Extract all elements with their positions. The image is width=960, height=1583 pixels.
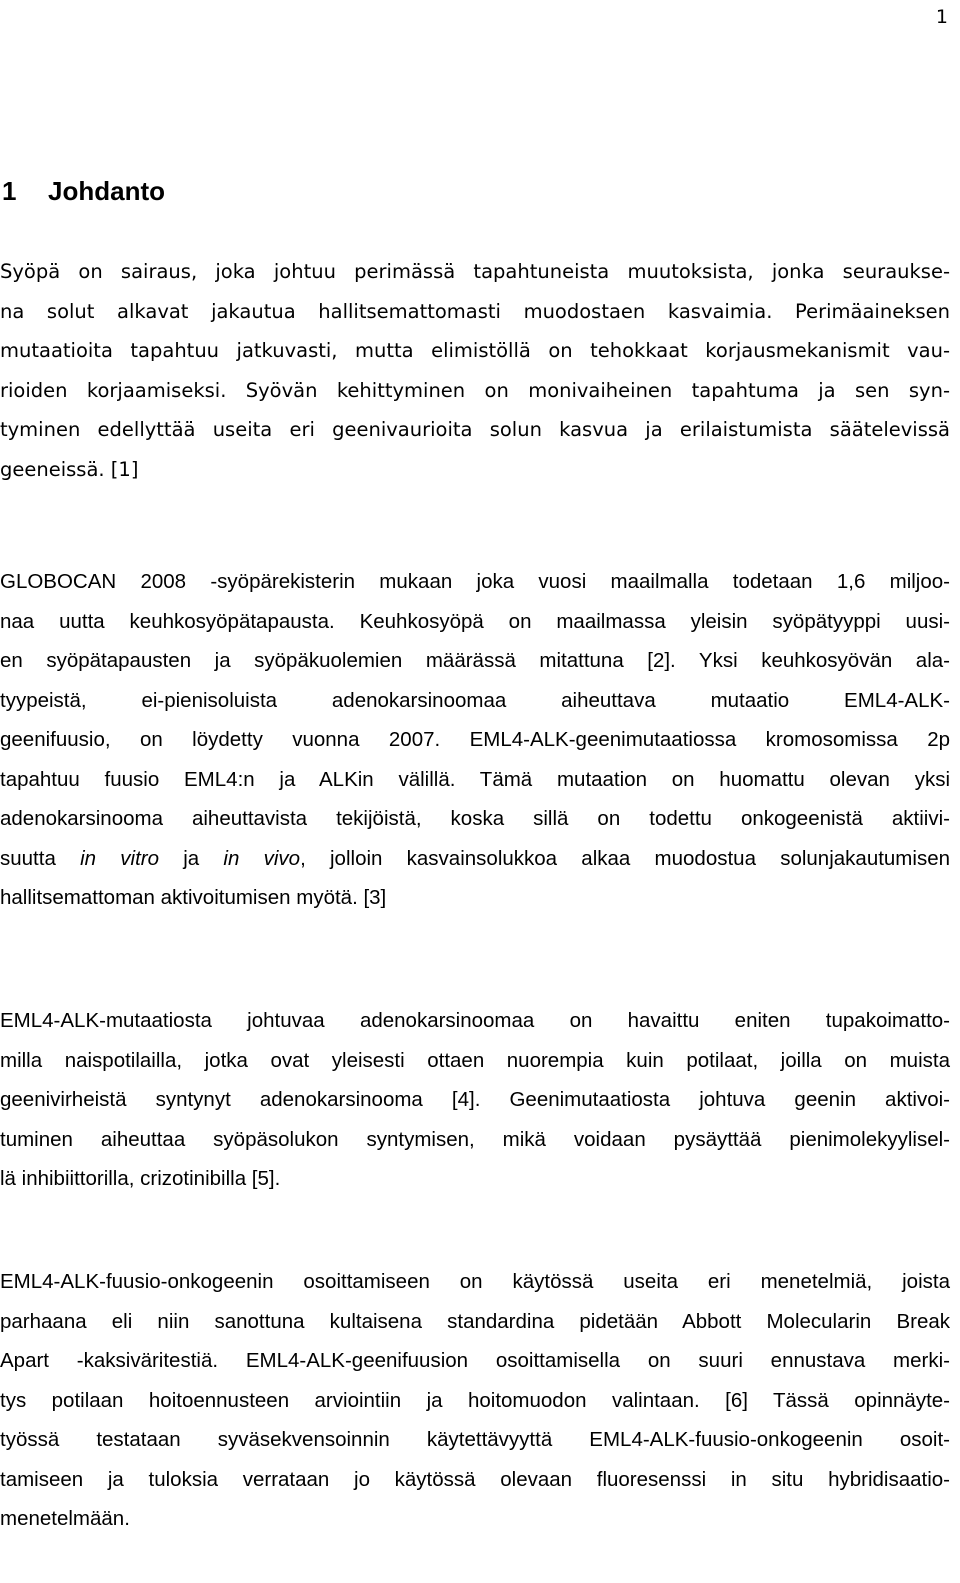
paragraph-line: milla naispotilailla, jotka ovat yleisesti ottaen nuorempia kuin potilaat, joilla on muista: [0, 1048, 950, 1072]
paragraph-line: mutaatioita tapahtuu jatkuvasti, mutta elimistöllä on tehokkaat korjausmekanismit vau-: [0, 339, 950, 362]
section-title: Johdanto: [48, 176, 165, 206]
paragraph-line: en syöpätapausten ja syöpäkuolemien määrässä mitattuna [2]. Yksi keuhkosyövän ala-: [0, 649, 950, 672]
line-text: suutta: [0, 846, 81, 870]
paragraph-line: rioiden korjaamiseksi. Syövän kehittyminen on monivaiheinen tapahtuma ja sen syn-: [0, 378, 950, 402]
line-text: ja: [159, 846, 224, 870]
paragraph-line: na solut alkavat jakautua hallitsemattomasti muodostaen kasvaimia. Perimäaineksen: [0, 299, 950, 323]
paragraph-line: naa uutta keuhkosyöpätapausta. Keuhkosyöpä on maailmassa yleisin syöpätyyppi uusi-: [0, 609, 950, 633]
section-heading: [2, 176, 165, 206]
paragraph-eml4-alk: [0, 1001, 950, 1199]
paragraph-line: tamiseen ja tuloksia verrataan jo käytössä olevaan fluoresenssi in situ hybridisaatio-: [0, 1467, 950, 1491]
paragraph-line: Syöpä on sairaus, joka johtuu perimässä tapahtuneista muutoksista, jonka seurauksе-: [0, 260, 950, 283]
paragraph-line: tapahtuu fuusio EML4:n ja ALKin välillä. Tämä mutaation on huomattu olevan yksi: [0, 767, 950, 791]
italic-term-in-vitro: in vitro: [80, 846, 159, 870]
page-number: 1: [935, 6, 948, 28]
italic-term-in-vivo: in vivo: [223, 846, 301, 870]
paragraph-line: tuminen aiheuttaa syöpäsolukon syntymisen, mikä voidaan pysäyttää pienimolekyylisel-: [0, 1127, 950, 1151]
paragraph-line: EML4-ALK-mutaatiosta johtuvaa adenokarsinoomaa on havaittu eniten tupakoimatto-: [0, 1009, 950, 1032]
paragraph-globocan: [0, 562, 950, 918]
section-number: 1: [2, 176, 17, 206]
paragraph-line: tys potilaan hoitoennusteen arviointiin ja hoitomuodon valintaan. [6] Tässä opinnäyte-: [0, 1388, 950, 1412]
paragraph-line: tyypeistä, ei-pienisoluista adenokarsinoomaa aiheuttava mutaatio EML4-ALK-: [0, 688, 950, 712]
paragraph-line: lä inhibiittorilla, crizotinibilla [5].: [0, 1167, 281, 1190]
line-text: , jolloin kasvainsolukkoa alkaa muodostua solunjakautumisen: [300, 846, 950, 870]
paragraph-line: työssä testataan syväsekvensoinnin käytettävyyttä EML4-ALK-fuusio-onkogeenin osoit-: [0, 1428, 950, 1451]
paragraph-line: menetelmään.: [0, 1507, 130, 1530]
paragraph-line: geenifuusio, on löydetty vuonna 2007. EML4-ALK-geenimutaatiossa kromosomissa 2p: [0, 728, 950, 751]
paragraph-line: GLOBOCAN 2008 -syöpärekisterin mukaan joka vuosi maailmalla todetaan 1,6 miljoo-: [0, 570, 950, 593]
paragraph-line: tyminen edellyttää useita eri geenivaurioita solun kasvua ja erilaistumista säätelevissä: [0, 418, 950, 441]
paragraph-line: Apart -kaksiväritestiä. EML4-ALK-geenifuusion osoittamisella on suuri ennustava merki-: [0, 1349, 950, 1372]
paragraph-methods: [0, 1262, 950, 1539]
paragraph-line: parhaana eli niin sanottuna kultaisena standardina pidetään Abbott Molecularin Break: [0, 1309, 950, 1333]
paragraph-line: hallitsemattoman aktivoitumisen myötä. [3]: [0, 886, 387, 909]
paragraph-line: EML4-ALK-fuusio-onkogeenin osoittamiseen on käytössä useita eri menetelmiä, joista: [0, 1270, 950, 1293]
paragraph-line: geenivirheistä syntynyt adenokarsinooma [4]. Geenimutaatiosta johtuva geenin aktivoi-: [0, 1088, 950, 1111]
paragraph-intro: [0, 252, 950, 489]
paragraph-line-italic-terms: [0, 839, 950, 879]
paragraph-line: adenokarsinooma aiheuttavista tekijöistä, koska sillä on todettu onkogeenistä aktiivi-: [0, 807, 950, 830]
paragraph-line: geeneissä. [1]: [0, 457, 139, 481]
